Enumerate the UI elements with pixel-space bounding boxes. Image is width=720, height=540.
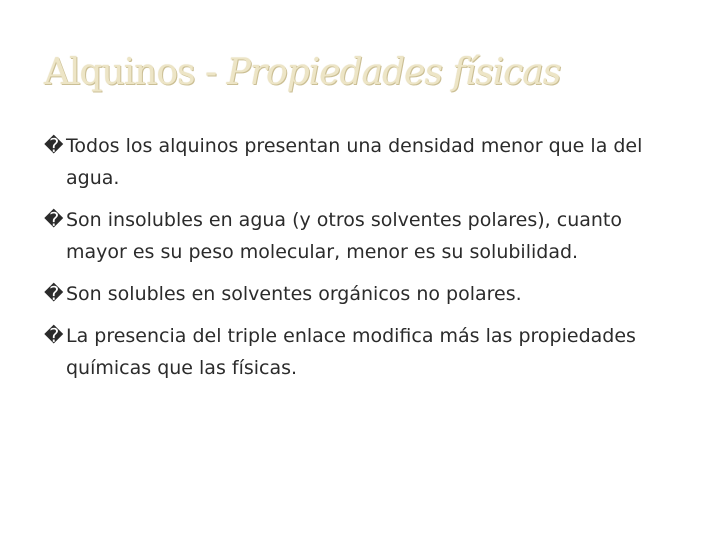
bullet-marker-icon: � — [44, 325, 64, 347]
bullet-text: Son insolubles en agua (y otros solventes polares), cuanto mayor es su peso molecular, menor es su solubilidad. — [66, 209, 623, 263]
bullet-list — [44, 130, 684, 394]
slide-title — [44, 52, 560, 93]
bullet-item — [44, 204, 684, 268]
bullet-item — [44, 320, 684, 384]
bullet-text: La presencia del triple enlace modifica más las propiedades químicas que las físicas. — [66, 325, 636, 379]
slide-title-part2: Propiedades físicas — [226, 52, 561, 93]
bullet-marker-icon: � — [44, 283, 64, 305]
bullet-item — [44, 130, 684, 194]
bullet-marker-icon: � — [44, 209, 64, 231]
bullet-text: Todos los alquinos presentan una densidad menor que la del agua. — [66, 135, 643, 189]
bullet-text: Son solubles en solventes orgánicos no polares. — [66, 283, 522, 305]
bullet-marker-icon: � — [44, 135, 64, 157]
bullet-item — [44, 278, 684, 310]
slide-title-part1: Alquinos - — [44, 52, 227, 93]
